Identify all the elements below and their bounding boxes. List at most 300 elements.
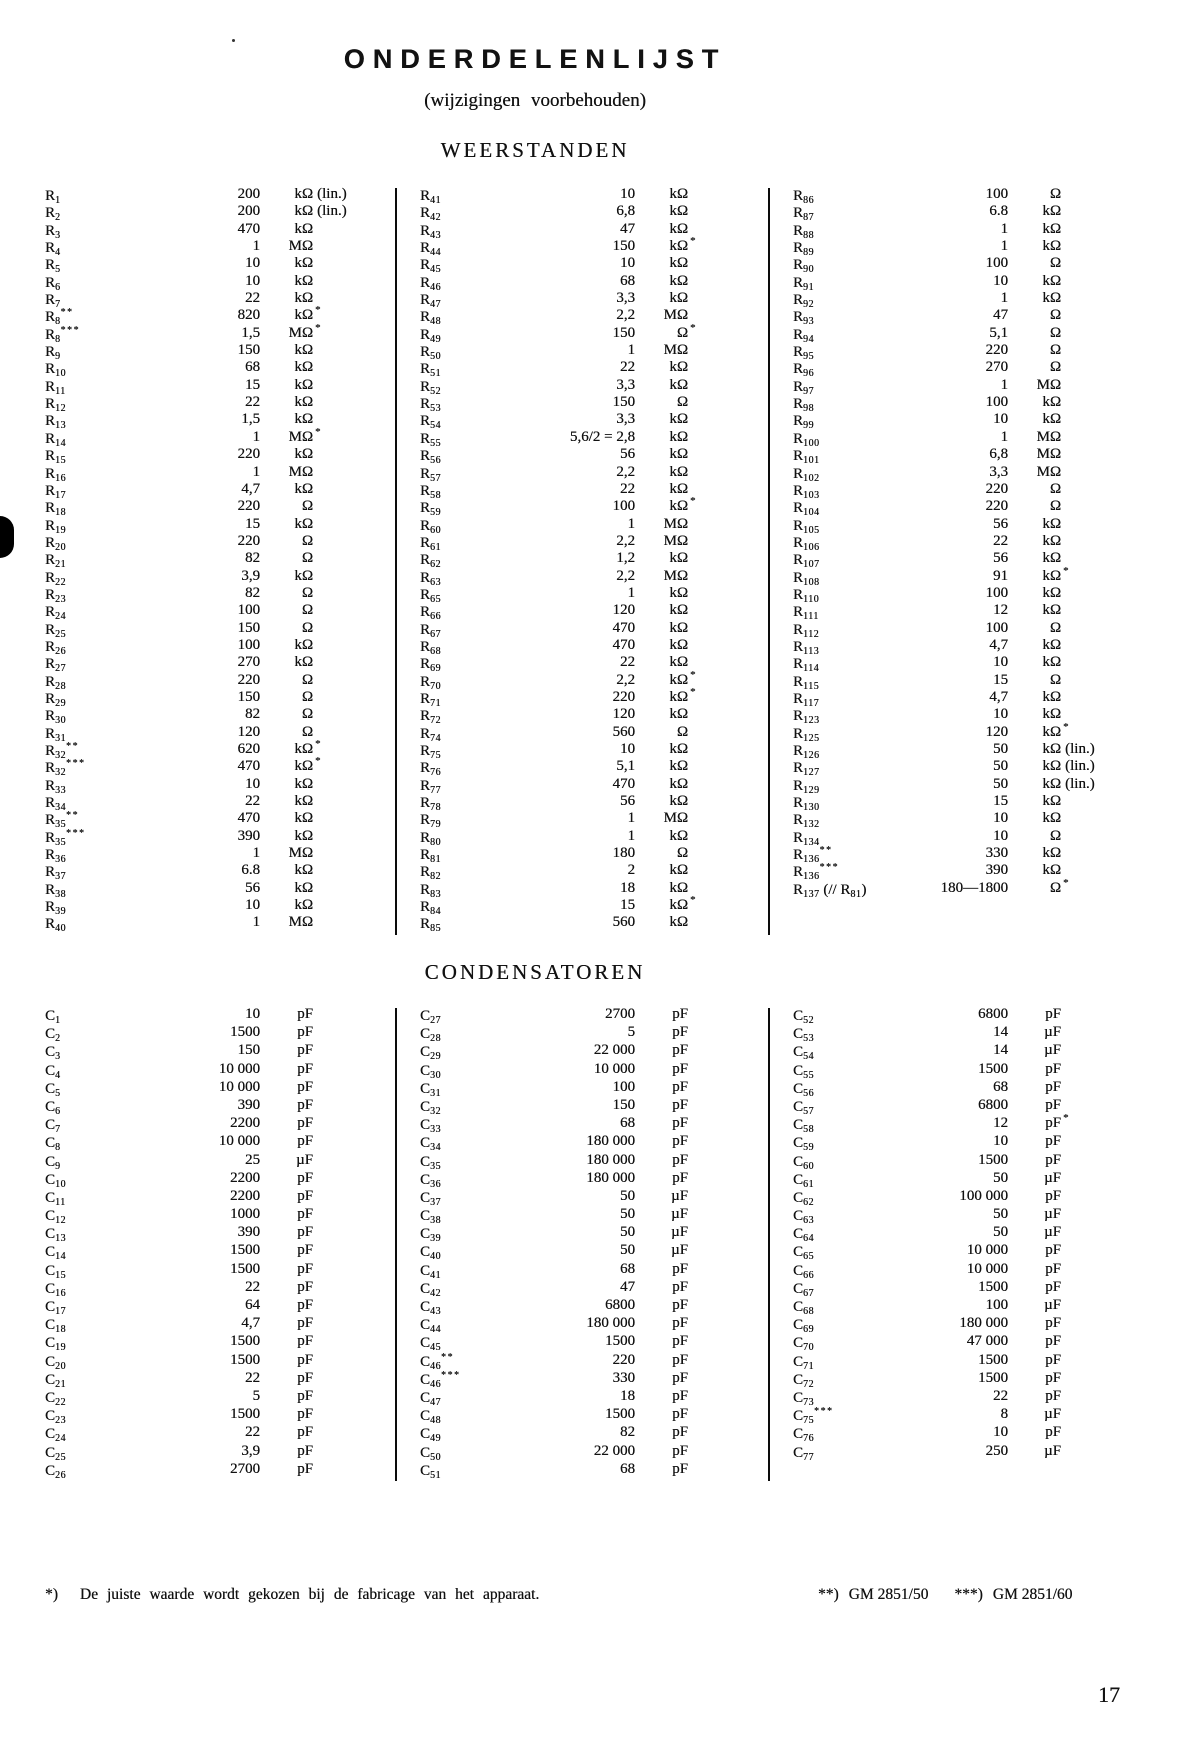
parts-row [420, 1152, 770, 1170]
part-value: 22 [245, 394, 260, 411]
part-ref: $R_{76}$ [420, 760, 442, 779]
capacitors-column-1 [45, 1006, 395, 1479]
part-value: 10 [993, 706, 1008, 723]
part-ref: $C_{54}$ [793, 1044, 815, 1063]
part-unit: Ω [1049, 671, 1061, 688]
parts-row [45, 1424, 395, 1445]
parts-row [420, 411, 770, 432]
part-ref: $C_9$ [45, 1153, 61, 1172]
part-value: 1500 [605, 1406, 635, 1423]
part-value: 91 [993, 567, 1008, 584]
part-ref: $R_{130}$ [793, 795, 820, 814]
part-unit: pF [672, 1387, 688, 1404]
parts-row [45, 879, 395, 900]
part-value: 390 [237, 1096, 260, 1113]
part-unit: kΩ [669, 359, 688, 376]
part-ref: $C_1$ [45, 1008, 61, 1026]
part-unit: kΩ [294, 203, 313, 220]
part-unit: MΩ [663, 342, 688, 359]
part-ref: $R_{16}$ [45, 465, 67, 484]
part-value: 50 [620, 1187, 635, 1204]
part-value: 2,2 [616, 671, 635, 688]
part-ref: $R_{136}^{**}$ [793, 845, 833, 866]
part-value: 50 [993, 775, 1008, 792]
part-value: 22 [245, 793, 260, 810]
part-value: 150 [612, 1096, 635, 1113]
part-unit: MΩ [1036, 428, 1061, 445]
part-unit: pF [1045, 1315, 1061, 1332]
parts-row [793, 1206, 1143, 1227]
part-value: 150 [237, 688, 260, 705]
part-unit-footnote-star: * [690, 321, 696, 334]
part-ref: $R_{91}$ [793, 274, 815, 293]
parts-row [45, 1279, 395, 1297]
part-value: 330 [985, 845, 1008, 862]
parts-row [793, 862, 1143, 883]
part-ref: $R_{12}$ [45, 396, 67, 415]
part-value: 470 [237, 810, 260, 827]
part-unit: pF [297, 1078, 313, 1095]
part-unit: Ω [301, 602, 313, 619]
part-value: 3,9 [241, 567, 260, 584]
parts-row [420, 255, 770, 276]
footnote-row [45, 1586, 539, 1604]
part-ref: $R_{104}$ [793, 500, 820, 519]
part-unit: kΩ [294, 654, 313, 671]
part-ref: $R_{105}$ [793, 517, 820, 536]
part-unit: kΩ [1042, 688, 1061, 705]
part-unit: pF [672, 1315, 688, 1332]
part-ref: $C_{47}$ [420, 1389, 442, 1408]
parts-row [420, 1388, 770, 1406]
part-value: 470 [237, 220, 260, 237]
part-value: 6,8 [989, 446, 1008, 463]
part-ref: $C_{40}$ [420, 1244, 442, 1263]
parts-row [793, 584, 1143, 605]
part-ref: $C_{42}$ [420, 1280, 442, 1299]
part-value: 220 [985, 498, 1008, 515]
part-unit: kΩ [294, 411, 313, 428]
part-unit: kΩ [669, 411, 688, 428]
parts-row [793, 793, 1143, 814]
part-unit: pF [297, 1442, 313, 1459]
part-ref: $C_{31}$ [420, 1080, 442, 1099]
part-value: 120 [237, 723, 260, 740]
part-ref: $R_6$ [45, 274, 61, 293]
part-value: 25 [245, 1151, 260, 1168]
part-unit: kΩ [1042, 723, 1061, 740]
parts-row [793, 1112, 1143, 1136]
part-ref: $C_{24}$ [45, 1426, 67, 1445]
parts-row [420, 914, 770, 935]
part-unit: pF [672, 1351, 688, 1368]
parts-row [420, 186, 770, 206]
parts-row [45, 1188, 395, 1206]
part-ref: $C_{70}$ [793, 1335, 815, 1354]
part-ref: $R_{19}$ [45, 517, 67, 536]
footnote-star-marker: *) [45, 1586, 58, 1603]
parts-row [45, 272, 395, 293]
parts-row [420, 428, 770, 449]
page-subtitle: (wijzigingen voorbehouden) [424, 90, 646, 111]
part-ref: $R_{30}$ [45, 708, 67, 727]
part-value: 150 [237, 1042, 260, 1059]
parts-row [45, 203, 395, 224]
part-value: 100 [985, 619, 1008, 636]
parts-row [45, 1242, 395, 1263]
part-value: 10 [245, 1006, 260, 1022]
part-unit: kΩ [294, 342, 313, 359]
parts-row [420, 235, 770, 259]
part-ref: $R_8^{**}$ [45, 307, 74, 328]
part-value: 3,3 [616, 376, 635, 393]
part-ref: $C_{53}$ [793, 1026, 815, 1045]
parts-row [45, 1388, 395, 1406]
part-unit: pF [1045, 1133, 1061, 1150]
parts-row [420, 1224, 770, 1245]
parts-row [45, 827, 395, 848]
part-value: 68 [993, 1078, 1008, 1095]
parts-row [420, 1188, 770, 1206]
page-number: 17 [1098, 1682, 1120, 1707]
part-ref: $C_{16}$ [45, 1280, 67, 1299]
part-ref: $C_{64}$ [793, 1226, 815, 1245]
parts-row [420, 1424, 770, 1445]
scan-speck [232, 39, 235, 42]
parts-row [420, 741, 770, 761]
parts-row [420, 1279, 770, 1297]
part-ref: $R_{96}$ [793, 361, 815, 380]
part-value: 100 [985, 584, 1008, 601]
part-ref: $C_{27}$ [420, 1008, 442, 1026]
parts-row [420, 532, 770, 553]
part-ref: $R_{72}$ [420, 708, 442, 727]
part-unit: kΩ [294, 827, 313, 844]
part-value: 22 [245, 1278, 260, 1295]
parts-row [793, 1133, 1143, 1154]
part-unit: Ω [301, 532, 313, 549]
parts-row [45, 1042, 395, 1063]
part-note: (lin.) [1065, 775, 1095, 792]
part-value: 8 [1000, 1406, 1008, 1423]
parts-row [793, 220, 1143, 241]
part-unit-footnote-star: * [690, 235, 696, 248]
part-unit: pF [672, 1297, 688, 1313]
part-ref: $R_{38}$ [45, 881, 67, 900]
part-ref: $C_{36}$ [420, 1171, 442, 1190]
parts-row [793, 1152, 1143, 1170]
part-unit: kΩ [294, 272, 313, 289]
part-unit: µF [1044, 1206, 1061, 1223]
parts-row [45, 550, 395, 571]
part-unit: µF [1044, 1169, 1061, 1186]
part-value: 470 [612, 636, 635, 653]
part-unit: pF [1045, 1424, 1061, 1441]
part-unit: pF [297, 1206, 313, 1223]
part-value: 68 [620, 1115, 635, 1132]
part-ref: $R_{80}$ [420, 829, 442, 848]
part-ref: $C_{11}$ [45, 1189, 66, 1208]
part-ref: $R_{82}$ [420, 864, 442, 883]
part-unit: kΩ [669, 446, 688, 463]
part-unit: pF [672, 1369, 688, 1386]
resistor-column-divider-1 [395, 188, 397, 935]
parts-row [793, 1042, 1143, 1063]
parts-row [793, 636, 1143, 657]
part-unit: Ω [676, 845, 688, 862]
part-unit: µF [671, 1187, 688, 1204]
part-unit-footnote-star: * [690, 495, 696, 508]
part-value: 82 [245, 706, 260, 723]
capacitor-column-divider-1 [395, 1008, 397, 1481]
parts-row [793, 720, 1143, 744]
part-ref: $R_{99}$ [793, 413, 815, 432]
parts-row [420, 758, 770, 779]
part-value: 6800 [978, 1096, 1008, 1113]
part-ref: $R_{97}$ [793, 378, 815, 397]
part-ref: $R_{101}$ [793, 448, 820, 467]
parts-row [793, 845, 1143, 866]
part-value: 100 [612, 498, 635, 515]
part-ref: $C_{23}$ [45, 1408, 67, 1427]
part-ref: $R_{34}$ [45, 795, 67, 814]
part-ref: $R_{115}$ [793, 673, 820, 692]
parts-row [45, 321, 395, 345]
part-unit: kΩ [1042, 515, 1061, 532]
scan-punch-mark [0, 516, 14, 558]
part-ref: $R_{54}$ [420, 413, 442, 432]
parts-row [420, 1461, 770, 1479]
part-value: 390 [237, 827, 260, 844]
part-value: 1 [627, 584, 635, 601]
part-ref: $R_9$ [45, 344, 61, 363]
part-value: 150 [612, 324, 635, 341]
part-value: 1 [252, 914, 260, 931]
part-value: 12 [993, 1115, 1008, 1132]
part-unit: kΩ [1042, 567, 1061, 584]
part-ref: $R_1$ [45, 188, 61, 206]
parts-row [420, 1406, 770, 1427]
part-ref: $R_{110}$ [793, 586, 820, 605]
parts-row [420, 1133, 770, 1154]
part-unit: kΩ [294, 758, 313, 775]
part-value: 68 [620, 1460, 635, 1477]
part-unit: kΩ [1042, 290, 1061, 307]
parts-row [45, 304, 395, 328]
part-value: 47 [620, 1278, 635, 1295]
part-unit: Ω [1049, 480, 1061, 497]
part-value: 5 [627, 1024, 635, 1041]
parts-row [45, 602, 395, 623]
part-value: 5,6/2 = 2,8 [569, 428, 635, 445]
parts-row [45, 463, 395, 484]
part-unit: MΩ [1036, 376, 1061, 393]
part-unit: pF [297, 1115, 313, 1132]
part-value: 1 [627, 515, 635, 532]
part-ref: $C_{46}^{***}$ [420, 1369, 461, 1390]
part-ref: $C_{21}$ [45, 1371, 67, 1390]
parts-row [45, 619, 395, 640]
part-value: 2,2 [616, 567, 635, 584]
part-unit: MΩ [1036, 463, 1061, 480]
part-ref: $C_{34}$ [420, 1135, 442, 1154]
part-ref: $R_{27}$ [45, 656, 67, 675]
part-value: 1500 [978, 1369, 1008, 1386]
parts-row [793, 1352, 1143, 1370]
part-value: 2200 [230, 1187, 260, 1204]
part-ref: $C_{62}$ [793, 1189, 815, 1208]
part-ref: $C_{55}$ [793, 1062, 815, 1081]
parts-row [45, 1061, 395, 1079]
part-ref: $R_{100}$ [793, 430, 820, 449]
part-ref: $R_{20}$ [45, 534, 67, 553]
parts-row [420, 446, 770, 467]
part-unit: µF [1044, 1406, 1061, 1423]
part-unit: kΩ [669, 879, 688, 896]
parts-row [420, 810, 770, 831]
part-ref: $R_{22}$ [45, 569, 67, 588]
part-ref: $R_{62}$ [420, 552, 442, 571]
part-value: 1 [1000, 376, 1008, 393]
parts-row [420, 879, 770, 900]
part-value: 50 [993, 1206, 1008, 1223]
capacitors-heading: CONDENSATOREN [424, 960, 646, 984]
part-value: 1500 [605, 1333, 635, 1350]
part-unit-footnote-star: * [1063, 876, 1069, 889]
part-value: 50 [620, 1242, 635, 1259]
part-unit: Ω [1049, 307, 1061, 324]
part-value: 3,3 [616, 290, 635, 307]
part-value: 5,1 [616, 758, 635, 775]
part-value: 220 [612, 688, 635, 705]
parts-row [420, 1261, 770, 1279]
part-unit: kΩ [294, 879, 313, 896]
part-ref: $R_{49}$ [420, 326, 442, 345]
parts-row [420, 1006, 770, 1024]
part-value: 270 [237, 654, 260, 671]
part-ref: $R_{42}$ [420, 205, 442, 224]
part-unit: kΩ [669, 827, 688, 844]
part-value: 620 [237, 741, 260, 757]
parts-row [420, 1242, 770, 1263]
parts-row [793, 290, 1143, 311]
parts-row [793, 688, 1143, 709]
part-unit: pF [297, 1060, 313, 1077]
part-ref: $C_{75}^{***}$ [793, 1406, 834, 1427]
parts-row [45, 706, 395, 727]
parts-row [45, 1315, 395, 1336]
part-unit: kΩ [294, 897, 313, 914]
parts-row [420, 636, 770, 657]
part-value: 220 [985, 342, 1008, 359]
footnote-variants [818, 1586, 1072, 1604]
part-unit-footnote-star: * [1063, 720, 1069, 733]
parts-row [793, 446, 1143, 467]
parts-row [420, 723, 770, 744]
part-ref: $R_{103}$ [793, 482, 820, 501]
part-unit: kΩ [669, 862, 688, 879]
part-value: 1,5 [241, 411, 260, 428]
part-unit: MΩ [288, 845, 313, 862]
part-value: 10 [993, 827, 1008, 844]
part-ref: $C_{12}$ [45, 1208, 67, 1227]
part-ref: $R_{32}^{**}$ [45, 741, 80, 761]
part-value: 6800 [605, 1297, 635, 1313]
part-value: 82 [245, 584, 260, 601]
part-ref: $C_{48}$ [420, 1408, 442, 1427]
part-ref: $R_{65}$ [420, 586, 442, 605]
parts-row [45, 480, 395, 501]
part-ref: $R_{134}$ [793, 829, 820, 848]
part-value: 150 [237, 342, 260, 359]
part-value: 3,3 [989, 463, 1008, 480]
part-value: 220 [237, 446, 260, 463]
part-unit: kΩ [669, 203, 688, 220]
parts-row [45, 810, 395, 831]
part-value: 220 [612, 1351, 635, 1368]
part-value: 100 [237, 636, 260, 653]
part-value: 2,2 [616, 532, 635, 549]
part-ref: $R_{36}$ [45, 847, 67, 866]
parts-row [45, 1152, 395, 1170]
part-value: 1500 [230, 1260, 260, 1277]
part-value: 10 [245, 775, 260, 792]
part-unit: kΩ [669, 619, 688, 636]
part-note: (lin.) [1065, 758, 1095, 775]
part-ref: $C_{71}$ [793, 1353, 815, 1372]
part-value: 10 [993, 1424, 1008, 1441]
part-unit: Ω [301, 688, 313, 705]
part-ref: $R_{33}$ [45, 777, 67, 796]
parts-row [420, 1115, 770, 1136]
parts-row [45, 671, 395, 692]
part-ref: $C_{59}$ [793, 1135, 815, 1154]
part-unit: pF [297, 1133, 313, 1150]
part-unit: pF [672, 1096, 688, 1113]
part-unit: pF [672, 1260, 688, 1277]
part-ref: $C_{65}$ [793, 1244, 815, 1263]
parts-row [420, 272, 770, 293]
parts-row [420, 463, 770, 484]
part-unit: pF [297, 1406, 313, 1423]
capacitors-column-2 [420, 1006, 770, 1479]
parts-row [793, 1370, 1143, 1388]
part-ref: $C_{60}$ [793, 1153, 815, 1172]
part-unit: pF [672, 1024, 688, 1041]
part-value: 18 [620, 879, 635, 896]
part-ref: $R_{29}$ [45, 690, 67, 709]
part-value: 1,5 [241, 324, 260, 341]
parts-row [45, 1352, 395, 1370]
part-unit: kΩ [1042, 741, 1061, 757]
part-unit: MΩ [288, 324, 313, 341]
parts-row [45, 1079, 395, 1097]
part-ref: $C_{38}$ [420, 1208, 442, 1227]
parts-row [793, 775, 1143, 796]
part-ref: $C_{76}$ [793, 1426, 815, 1445]
parts-row [420, 1370, 770, 1388]
parts-row [793, 564, 1143, 588]
part-unit: MΩ [663, 307, 688, 324]
part-unit: kΩ [294, 567, 313, 584]
part-value: 18 [620, 1387, 635, 1404]
part-ref: $R_{53}$ [420, 396, 442, 415]
part-ref: $R_{24}$ [45, 604, 67, 623]
part-unit: pF [297, 1006, 313, 1022]
part-value: 3,3 [616, 411, 635, 428]
part-ref: $C_{37}$ [420, 1189, 442, 1208]
part-unit: pF [297, 1042, 313, 1059]
